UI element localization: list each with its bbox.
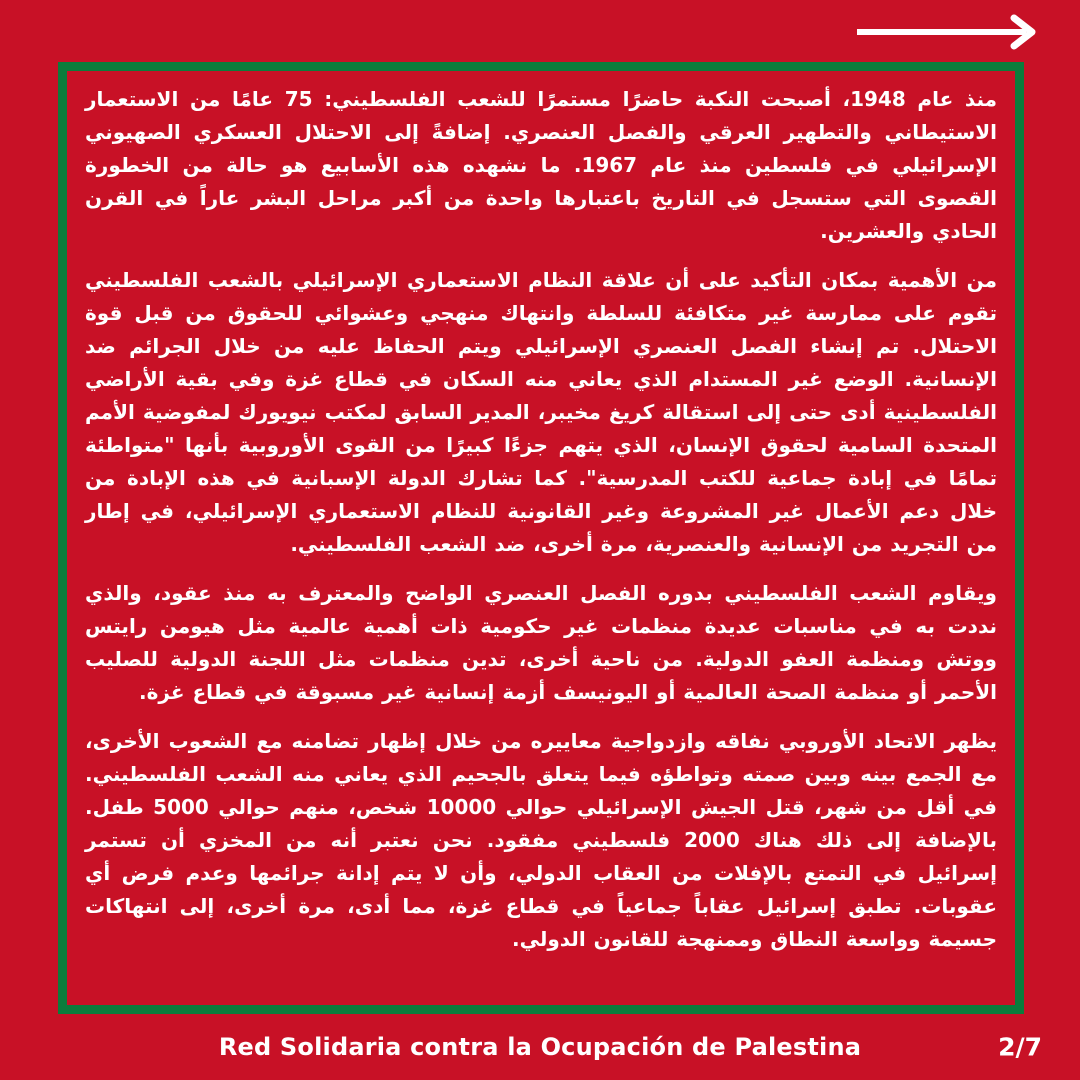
paragraph-palestinian-resistance: ويقاوم الشعب الفلسطيني بدوره الفصل العنصري الواضح والمعترف به منذ عقود، والذي نددت به في مناسبات عديدة منظمات غير حكومية ذات أهمية عالمية مثل هيومن رايتس ووتش ومنظمة العفو الدولية. من ناحية أخرى، تدين منظمات مثل اللجنة الدولية للصليب الأحمر أو منظمة الصحة العالمية أو اليونيسف أزمة إنسانية غير مسبوقة في قطاع غزة. xyxy=(85,581,997,704)
paragraph-colonial-regime: من الأهمية بمكان التأكيد على أن علاقة النظام الاستعماري الإسرائيلي بالشعب الفلسطيني تقوم على ممارسة غير متكافئة للسلطة وانتهاك منهجي وعشوائي للحقوق من قبل قوة الاحتلال. تم إنشاء الفصل العنصري الإسرائيلي ويتم الحفاظ عليه من خلال الجرائم ضد الإنسانية. الوضع غير المستدام الذي يعاني منه السكان في قطاع غزة وفي بقية الأراضي الفلسطينية أدى حتى إلى استقالة كريغ مخيبر، المدير السابق لمكتب نيويورك لمفوضية الأمم المتحدة السامية لحقوق الإنسان، الذي يتهم جزءًا كبيرًا من القوى الأوروبية بأنها "متواطئة تمامًا في إبادة جماعية للكتب المدرسية". كما تشارك الدولة الإسبانية في هذه الإبادة من خلال دعم الأعمال غير المشروعة وغير القانونية للنظام الاستعماري الإسرائيلي، في إطار من التجريد من الإنسانية والعنصرية، مرة أخرى، ضد الشعب الفلسطيني. xyxy=(85,268,997,556)
arrow-right-icon xyxy=(854,13,1046,51)
page-indicator: 2/7 xyxy=(998,1032,1042,1062)
paragraph-nakba-intro: منذ عام 1948، أصبحت النكبة حاضرًا مستمرًا للشعب الفلسطيني: 75 عامًا من الاستعمار الاستيطاني والتطهير العرقي والفصل العنصري. إضافةً إلى الاحتلال العسكري الصهيوني الإسرائيلي في فلسطين منذ عام 1967. ما نشهده هذه الأسابيع هو حالة من الخطورة القصوى التي ستسجل في التاريخ باعتبارها واحدة من أكبر مراحل البشر عاراً في القرن الحادي والعشرين. xyxy=(85,87,998,243)
footer xyxy=(0,1014,1080,1080)
paragraph-eu-hypocrisy: يظهر الاتحاد الأوروبي نفاقه وازدواجية معاييره من خلال إظهار تضامنه مع الشعوب الأخرى، مع الجمع بينه وبين صمته وتواطؤه فيما يتعلق بالجحيم الذي يعاني منه الشعب الفلسطيني. في أقل من شهر، قتل الجيش الإسرائيلي حوالي 10000 شخص، منهم حوالي 5000 طفل. بالإضافة إلى ذلك هناك 2000 فلسطيني مفقود. نحن نعتبر أنه من المخزي أن تستمر إسرائيل في التمتع بالإفلات من العقاب الدولي، وأن لا يتم إدانة جرائمها وعدم فرض أي عقوبات. تطبق إسرائيل عقاباً جماعياً في قطاع غزة، مما أدى، مرة أخرى، إلى انتهاكات جسيمة وواسعة النطاق وممنهجة للقانون الدولي. xyxy=(85,729,997,951)
content-panel xyxy=(58,62,1024,1014)
footer-organization: Red Solidaria contra la Ocupación de Palestina xyxy=(218,1033,862,1061)
